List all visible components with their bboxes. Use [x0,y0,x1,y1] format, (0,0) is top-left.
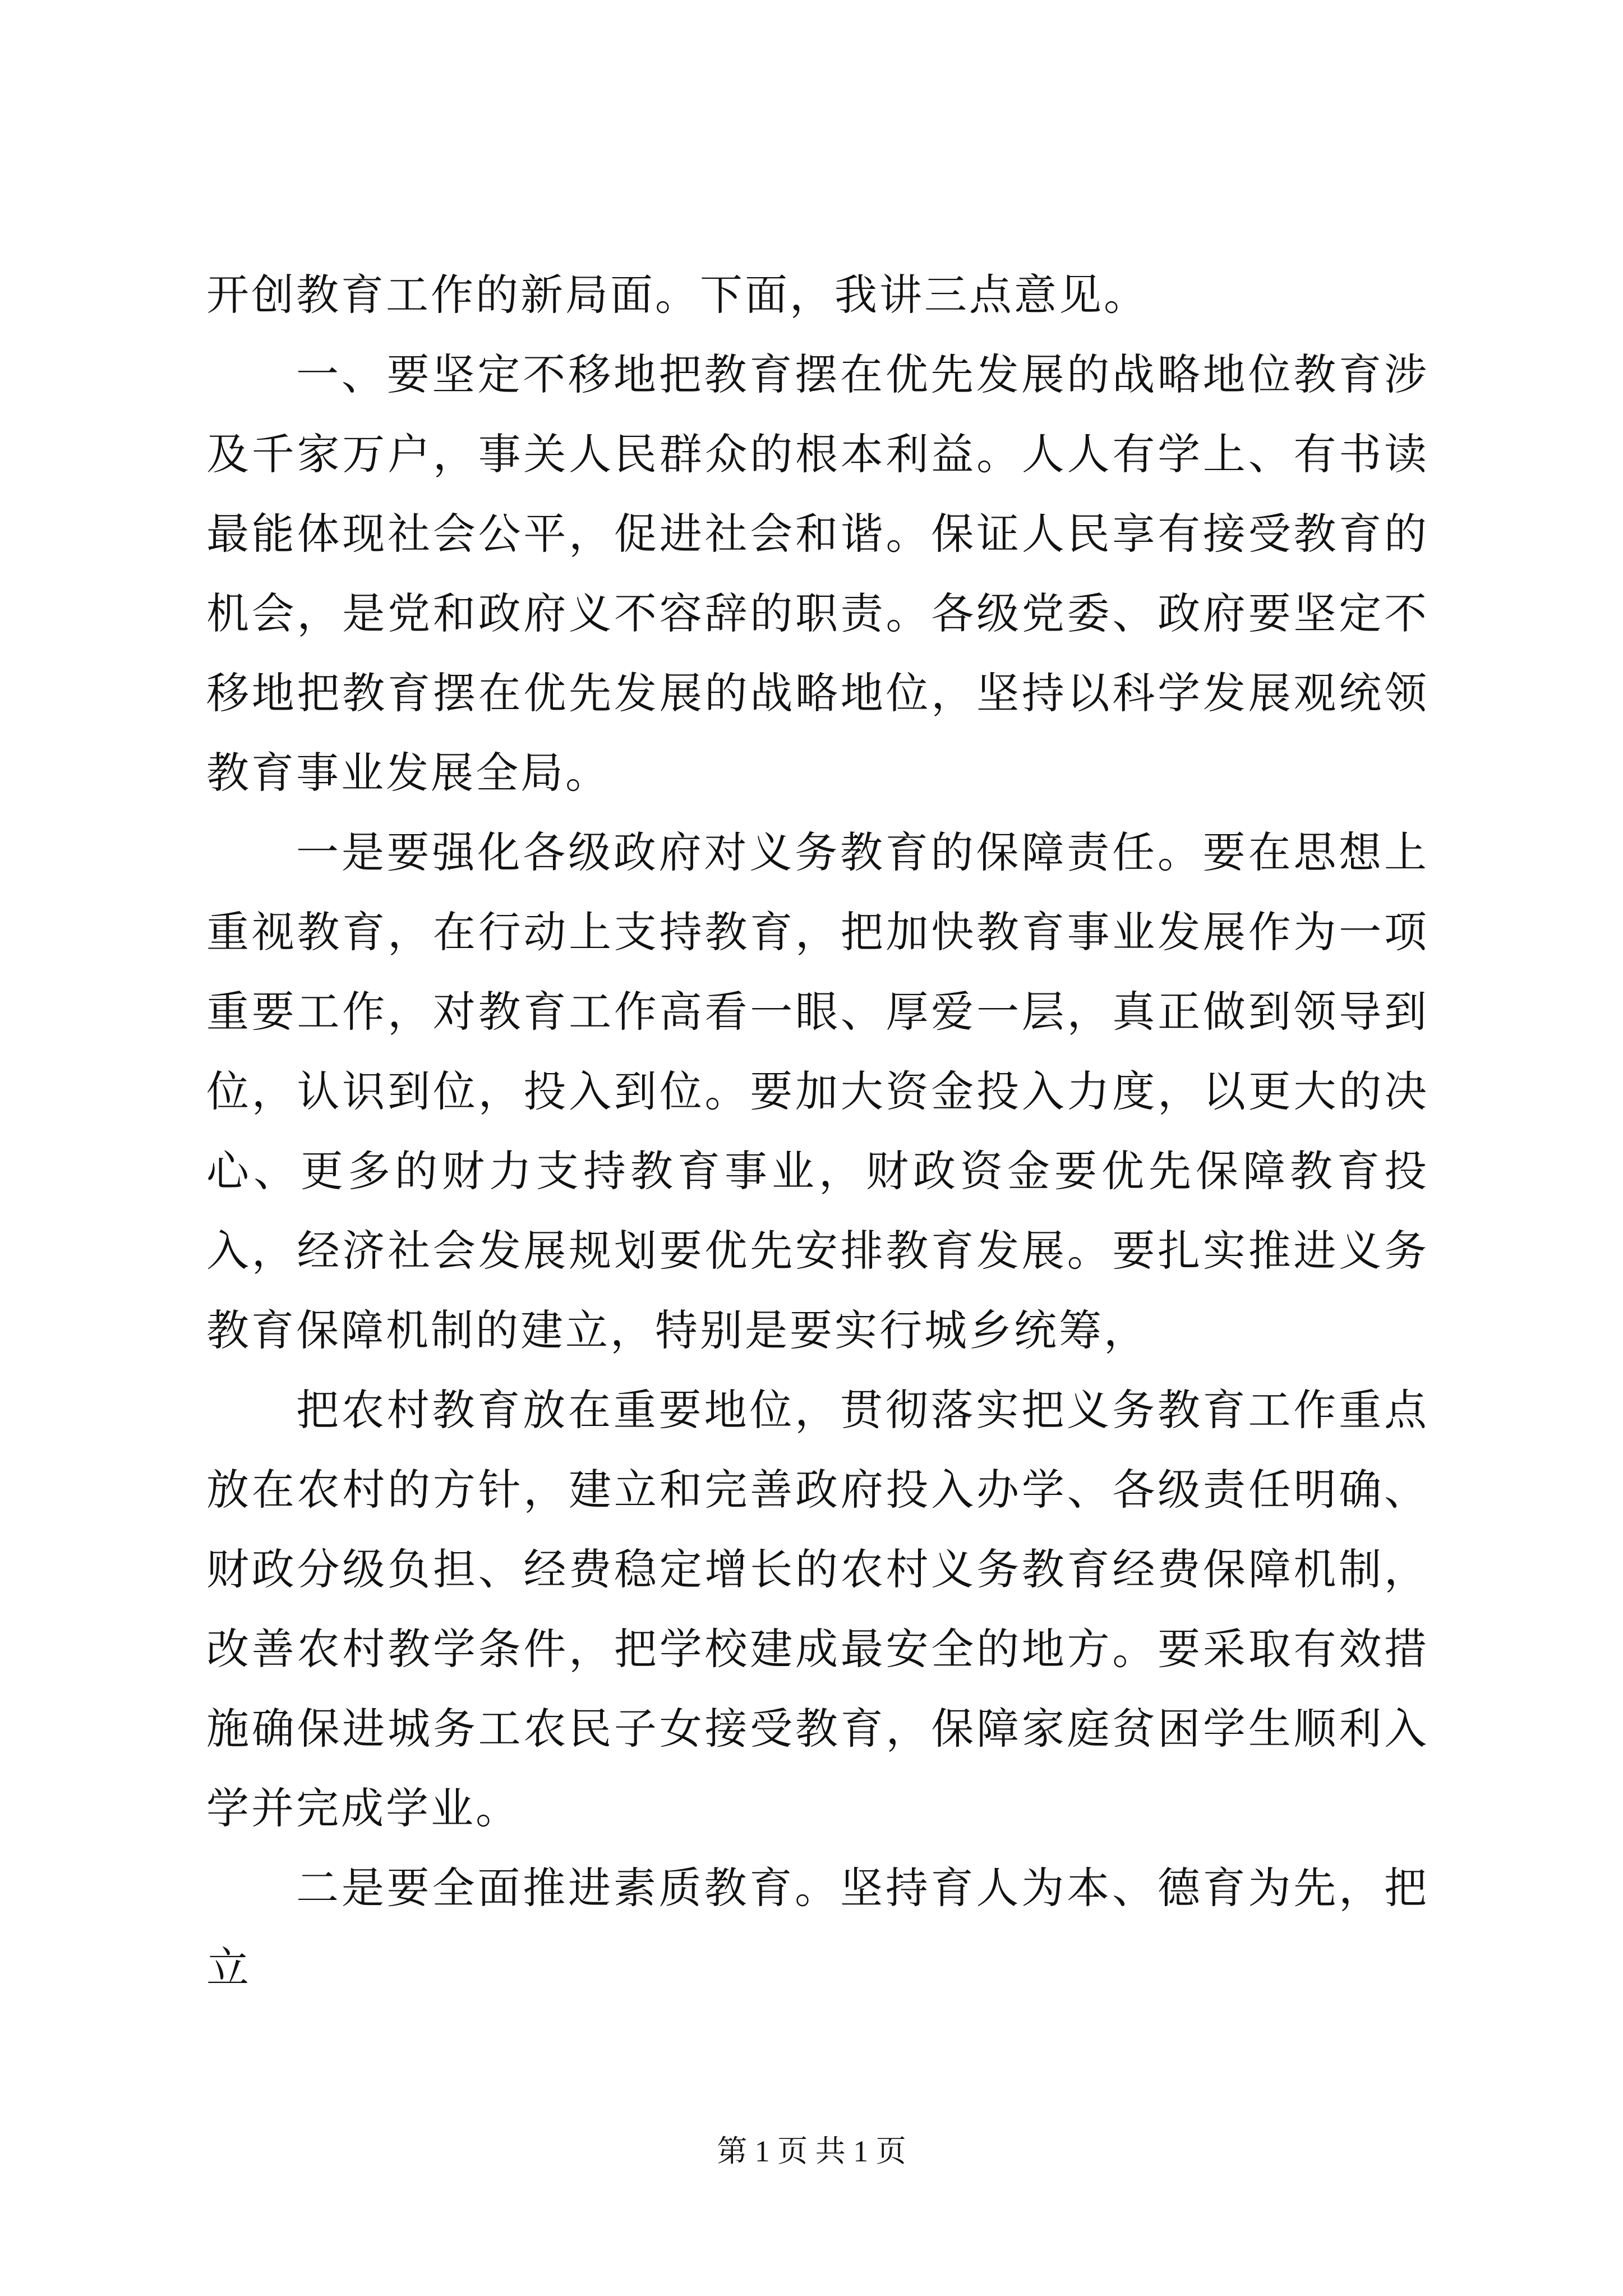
document-body [206,255,1429,2008]
paragraph-point-one: 一是要强化各级政府对义务教育的保障责任。要在思想上重视教育，在行动上支持教育，把加快教育事业发展作为一项重要工作，对教育工作高看一眼、厚爱一层，真正做到领导到位，认识到位，投入到位。要加大资金投入力度，以更大的决心、更多的财力支持教育事业，财政资金要优先保障教育投入，经济社会发展规划要优先安排教育发展。要扎实推进义务教育保障机制的建立，特别是要实行城乡统筹， [206,827,1429,1355]
paragraph-point-two: 二是要全面推进素质教育。坚持育人为本、德育为先，把立 [206,1863,1429,1993]
paragraph-section-one: 一、要坚定不移地把教育摆在优先发展的战略地位教育涉及千家万户，事关人民群众的根本利益。人人有学上、有书读最能体现社会公平，促进社会和谐。保证人民享有接受教育的机会，是党和政府义不容辞的职责。各级党委、政府要坚定不移地把教育摆在优先发展的战略地位，坚持以科学发展观统领教育事业发展全局。 [206,349,1429,798]
paragraph-opening: 开创教育工作的新局面。下面，我讲三点意见。 [206,270,1149,320]
paragraph-rural-education: 把农村教育放在重要地位，贯彻落实把义务教育工作重点放在农村的方针，建立和完善政府投入办学、各级责任明确、财政分级负担、经费稳定增长的农村义务教育经费保障机制，改善农村教学条件，把学校建成最安全的地方。要采取有效措施确保进城务工农民子女接受教育，保障家庭贫困学生顺利入学并完成学业。 [206,1385,1429,1833]
page-footer: 第 1 页 共 1 页 [717,2134,906,2168]
